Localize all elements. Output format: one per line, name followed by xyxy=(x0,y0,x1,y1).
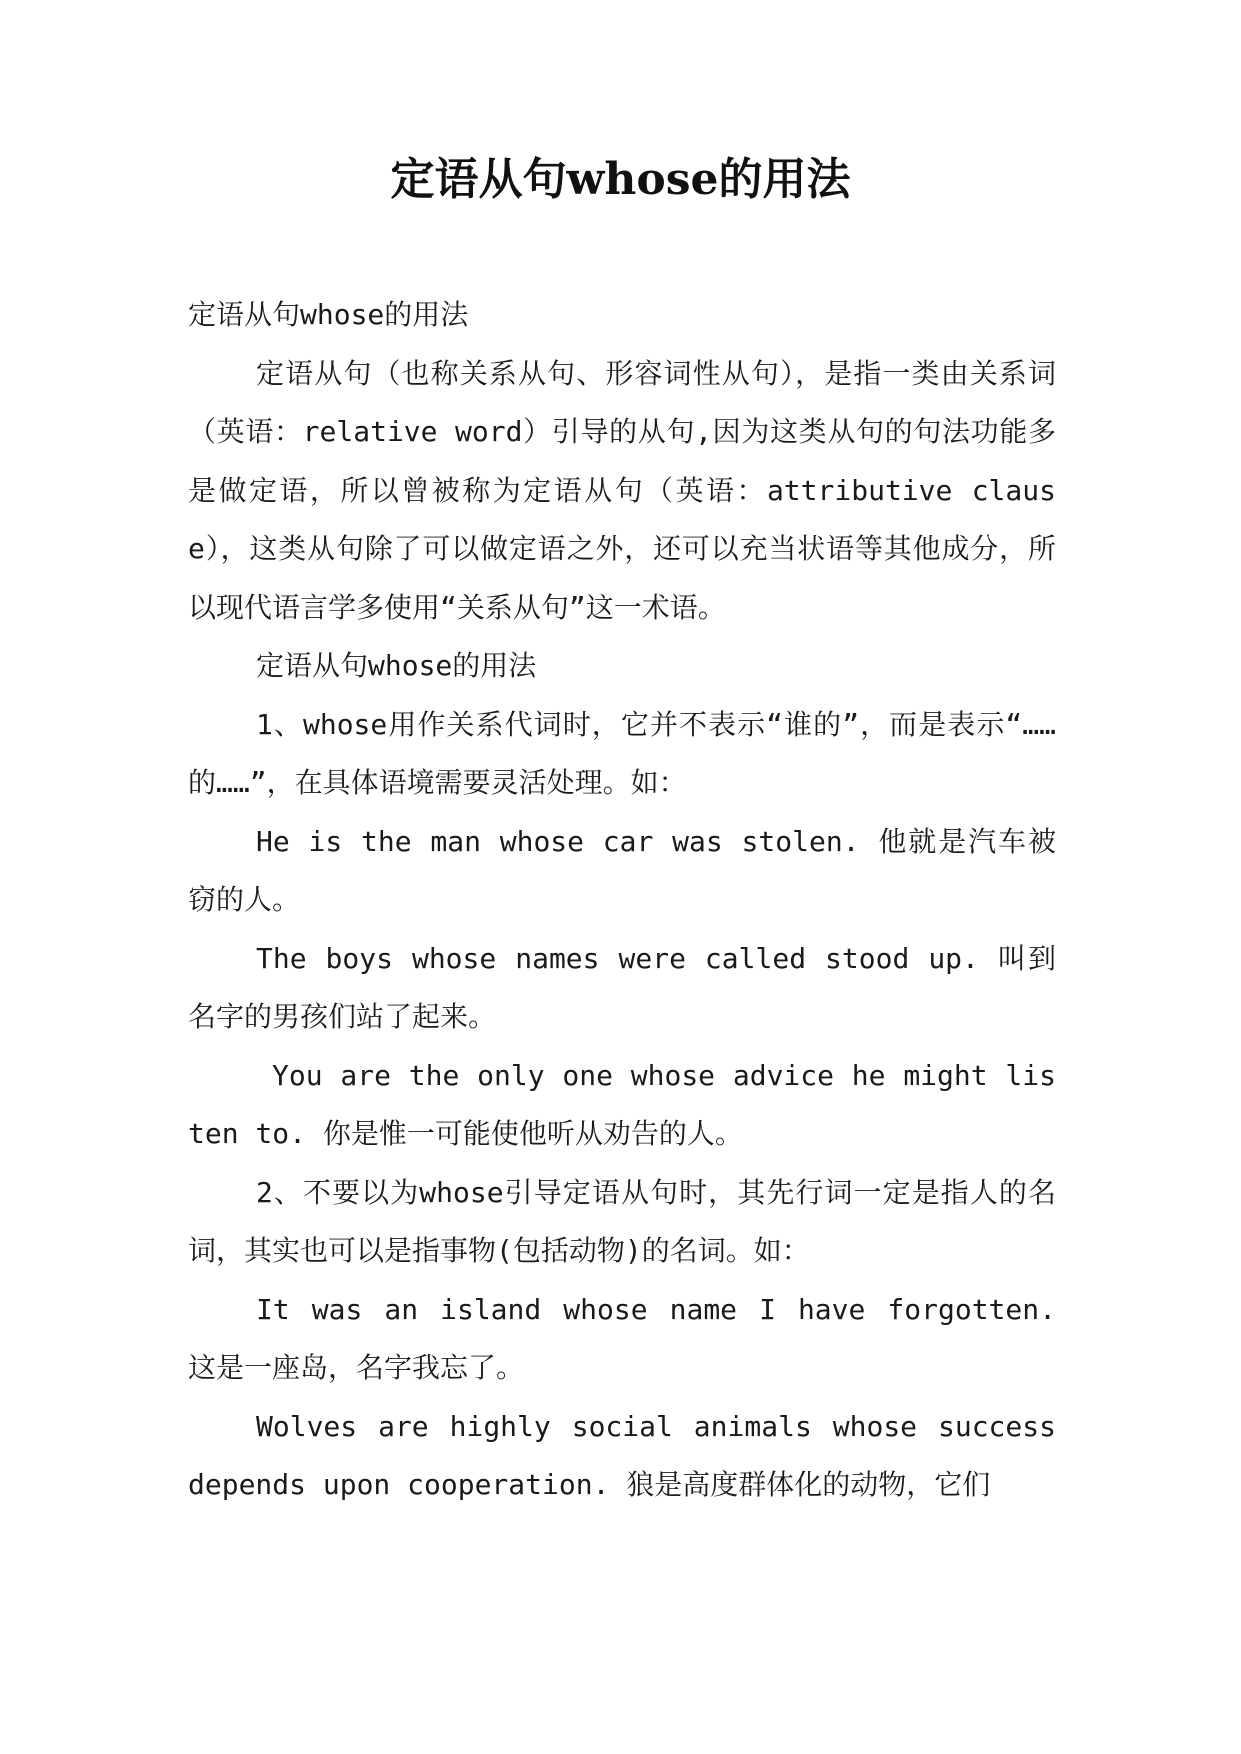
document-body xyxy=(188,286,1056,1515)
paragraph-example-2: The boys whose names were called stood up. 叫到名字的男孩们站了起来。 xyxy=(188,941,1056,1033)
paragraph-example-5: Wolves are highly social animals whose success depends upon cooperation. 狼是高度群体化的动物，它们 xyxy=(188,1409,1056,1501)
paragraph-rule-1: 1、whose用作关系代词时，它并不表示“谁的”，而是表示“……的……”，在具体语境需要灵活处理。如： xyxy=(188,707,1056,799)
paragraph-section-heading: 定语从句whose的用法 xyxy=(256,649,537,682)
paragraph-definition: 定语从句（也称关系从句、形容词性从句），是指一类由关系词（英语：relative word）引导的从句,因为这类从句的句法功能多是做定语，所以曾被称为定语从句（英语：attributive clause），这类从句除了可以做定语之外，还可以充当状语等其他成分，所以现代语言学多使用“关系从句”这一术语。 xyxy=(188,356,1056,624)
paragraph-example-4: It was an island whose name I have forgotten. 这是一座岛，名字我忘了。 xyxy=(188,1292,1056,1384)
paragraph-subtitle: 定语从句whose的用法 xyxy=(188,298,469,331)
document-title: 定语从句whose的用法 xyxy=(390,154,851,205)
paragraph-rule-2: 2、不要以为whose引导定语从句时，其先行词一定是指人的名词，其实也可以是指事物(包括动物)的名词。如： xyxy=(188,1175,1056,1267)
paragraph-example-1: He is the man whose car was stolen. 他就是汽车被窃的人。 xyxy=(188,824,1056,916)
paragraph-example-3: You are the only one whose advice he might listen to. 你是惟一可能使他听从劝告的人。 xyxy=(188,1058,1056,1150)
